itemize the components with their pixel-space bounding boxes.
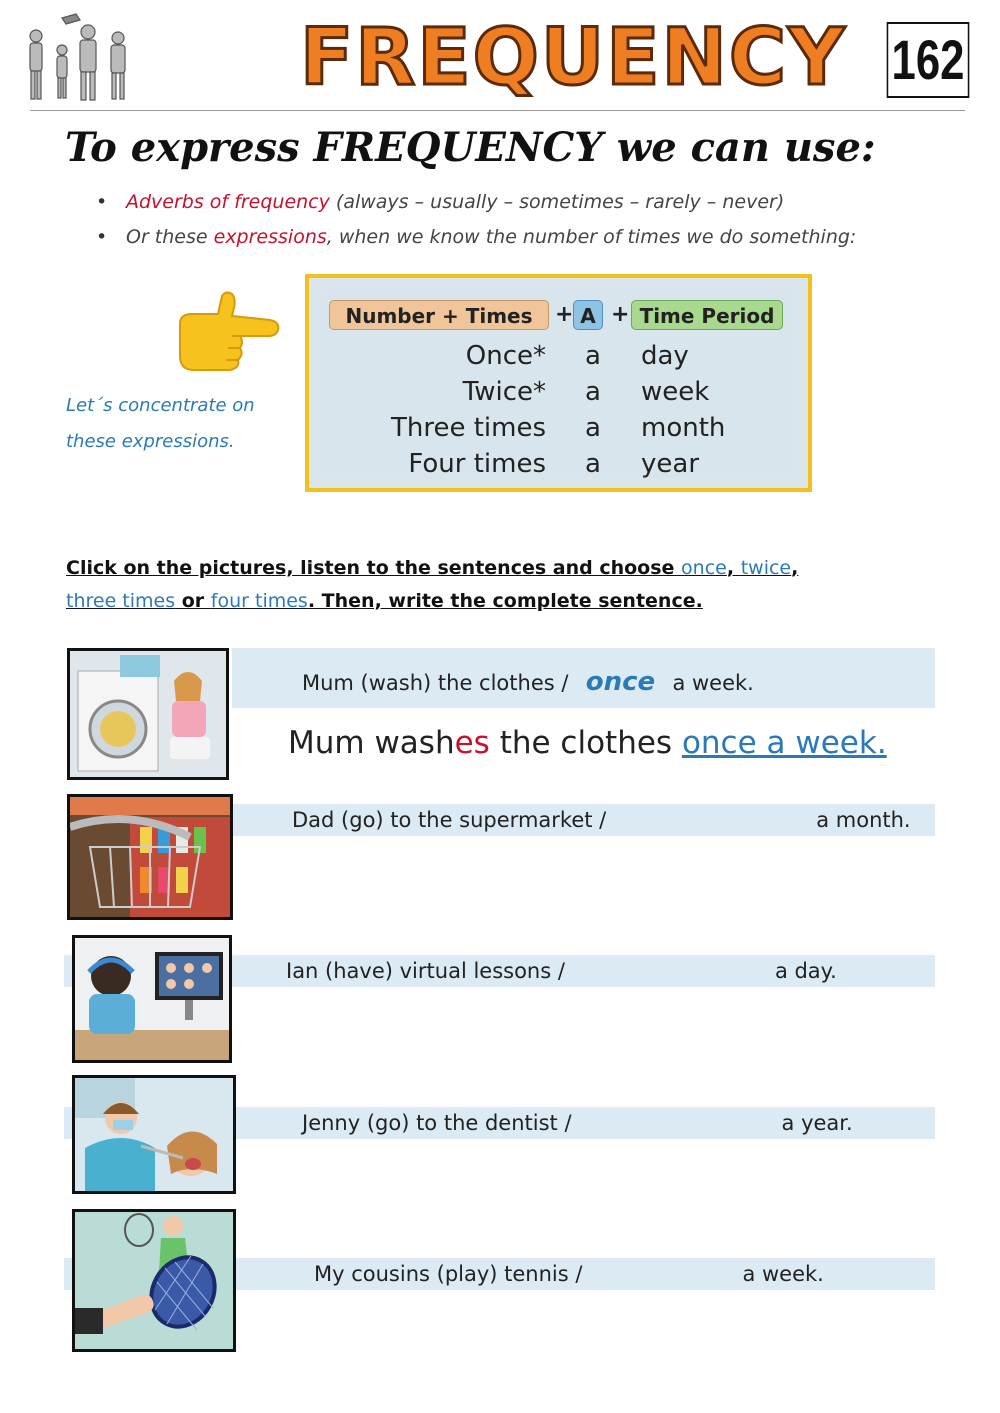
people-icon [22, 10, 140, 106]
prompt-after: a year. [781, 1111, 853, 1135]
option-twice: twice [740, 557, 792, 579]
header-time-period: Time Period [631, 300, 783, 330]
plus-sign: + [555, 302, 574, 327]
row-period: month [641, 413, 726, 443]
instructions-comma: , [726, 557, 741, 579]
page-title: FREQUENCY [300, 13, 847, 103]
prompt-before: Ian (have) virtual lessons / [286, 959, 565, 983]
option-once: once [681, 557, 727, 579]
bullet-expressions-start: Or these [126, 226, 214, 248]
section-heading: To express FREQUENCY we can use: [65, 124, 876, 171]
sentence-frequency: once a week. [681, 725, 887, 761]
instructions-or: or [175, 590, 211, 612]
pointing-hand-illustration [170, 290, 282, 374]
option-four-times: four times [210, 590, 308, 612]
sentence-part: Mum wash [288, 725, 455, 761]
prompt-before: Jenny (go) to the dentist / [302, 1111, 572, 1135]
exercise-prompt [286, 955, 837, 987]
row-number-times: Four times [408, 449, 546, 479]
instructions-comma: , [791, 557, 799, 579]
prompt-after: a week. [672, 671, 754, 695]
exercise-prompt [292, 804, 911, 836]
shopping-cart-icon [70, 797, 230, 917]
row-a: a [585, 413, 601, 443]
instructions [66, 552, 886, 622]
bullet-dot: • [96, 226, 108, 248]
row-period: week [641, 377, 710, 407]
table-row [319, 338, 798, 374]
row-number-times: Three times [390, 413, 546, 443]
concentrate-note [66, 388, 296, 460]
note-line-1: Let´s concentrate on [66, 395, 255, 416]
picture-dentist[interactable] [72, 1075, 236, 1194]
row-a: a [585, 341, 601, 371]
header-divider [30, 110, 965, 111]
picture-tennis[interactable] [72, 1209, 236, 1352]
people-illustration [22, 10, 140, 106]
picture-supermarket[interactable] [67, 794, 233, 920]
note-line-2: these expressions. [66, 431, 235, 452]
row-period: year [641, 449, 700, 479]
frequency-table [305, 274, 812, 492]
prompt-before: Mum (wash) the clothes / [302, 671, 569, 695]
tennis-racket-icon [75, 1212, 233, 1349]
row-number-times: Twice* [462, 377, 546, 407]
prompt-before: My cousins (play) tennis / [314, 1262, 583, 1286]
prompt-after: a week. [742, 1262, 824, 1286]
sentence-part: the clothes [489, 725, 682, 761]
header-number-times: Number + Times [329, 300, 549, 330]
bullet-adverbs-keyword: Adverbs of frequency [126, 191, 330, 213]
row-period: day [641, 341, 689, 371]
instructions-text: Click on the pictures, listen to the sentences and choose [66, 557, 682, 579]
page-number: 162 [887, 22, 970, 98]
frequency-table-panel [319, 288, 798, 478]
table-row [319, 446, 798, 482]
computer-lesson-icon [75, 938, 229, 1060]
bullet-dot: • [96, 191, 108, 213]
picture-washing-machine[interactable] [67, 648, 229, 780]
exercise-prompt [302, 666, 754, 699]
bullet-expressions-text: , when we know the number of times we do something: [326, 226, 857, 248]
washing-machine-icon [70, 651, 226, 777]
bullet-expressions [96, 221, 956, 253]
bullet-adverbs-text: (always – usually – sometimes – rarely – never) [329, 191, 785, 213]
answer-once[interactable]: once [585, 667, 656, 697]
row-a: a [585, 449, 601, 479]
row-a: a [585, 377, 601, 407]
prompt-before: Dad (go) to the supermarket / [292, 808, 607, 832]
exercise-prompt [314, 1258, 824, 1290]
table-row [319, 374, 798, 410]
bullet-adverbs [96, 186, 956, 218]
plus-sign: + [611, 302, 630, 327]
exercise-prompt [302, 1107, 853, 1139]
prompt-after: a month. [816, 808, 911, 832]
header-a: A [573, 300, 603, 330]
pointing-hand-icon [170, 290, 282, 374]
sentence-ending-highlight: es [454, 725, 490, 761]
bullet-expressions-keyword: expressions [213, 226, 327, 248]
row-number-times: Once* [465, 341, 546, 371]
dentist-icon [75, 1078, 233, 1191]
instructions-text-end: . Then, write the complete sentence. [307, 590, 703, 612]
table-row [319, 410, 798, 446]
completed-sentence[interactable] [288, 720, 938, 766]
prompt-after: a day. [774, 959, 837, 983]
picture-virtual-lessons[interactable] [72, 935, 232, 1063]
option-three-times: three times [66, 590, 176, 612]
